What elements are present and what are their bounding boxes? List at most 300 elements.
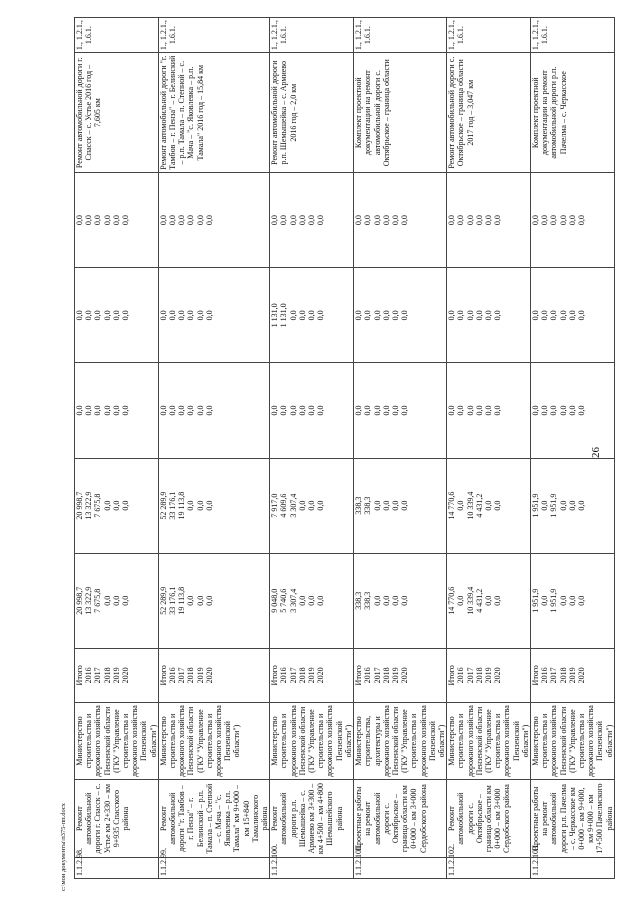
funding-value: 0,0 — [75, 215, 84, 226]
funding-value: 0,0 — [195, 595, 205, 606]
funding-c3 — [75, 363, 159, 458]
funding-value: 0,0 — [456, 215, 466, 226]
row-number — [447, 844, 531, 878]
funding-value: 0,0 — [204, 595, 214, 606]
funding-value: 0,0 — [390, 405, 400, 416]
funding-value: 0,0 — [558, 405, 568, 416]
funding-value: 0,0 — [84, 215, 94, 226]
funding-value: 0,0 — [111, 215, 121, 226]
funding-value: 0,0 — [567, 595, 577, 606]
funding-value: 0,0 — [102, 595, 112, 606]
funding-value: 0,0 — [483, 595, 493, 606]
indicator-link — [75, 18, 159, 53]
funding-value: 0,0 — [195, 215, 205, 226]
funding-value: 0,0 — [381, 310, 391, 321]
funding-value: 0,0 — [186, 595, 196, 606]
funding-value: 0,0 — [530, 405, 540, 416]
activity-name-text: Ремонт автомобильной дороги г. Спасск – с. Устье км 2+330 – км 9+935 Спасского района — [75, 783, 131, 854]
funding-value: 0,0 — [102, 215, 112, 226]
funding-value: 0,0 — [316, 310, 326, 321]
funding-value: 2020 — [121, 667, 131, 684]
expected-result — [270, 53, 354, 173]
executor-text: Министерство строительства и дорожного хозяйства Пензенской области (ГКУ "Управление строительства и дорожного хозяйства Пензенской области") — [530, 705, 614, 778]
funding-value: 0,0 — [177, 310, 187, 321]
funding-value: 0,0 — [158, 215, 168, 226]
row-number-text: 1.1.2.100. — [270, 844, 280, 876]
funding-value: 4 609,6 — [279, 493, 289, 518]
executor — [354, 702, 447, 780]
activity-name — [447, 780, 531, 858]
funding-value: 0,0 — [576, 215, 586, 226]
funding-value: 0,0 — [204, 310, 214, 321]
table-row — [270, 18, 354, 879]
expected-result — [75, 53, 159, 173]
funding-value: 0,0 — [567, 310, 577, 321]
funding-value: 0,0 — [307, 310, 317, 321]
funding-value: 0,0 — [297, 595, 307, 606]
funding-value: 0,0 — [307, 500, 317, 511]
funding-value: 0,0 — [270, 215, 280, 226]
funding-value: 19 113,8 — [177, 586, 187, 615]
funding-value: 0,0 — [576, 405, 586, 416]
funding-value: 0,0 — [102, 500, 112, 511]
funding-value: 0,0 — [576, 595, 586, 606]
executor-text: Министерство строительства, архитектуры и дорожного хозяйства Пензенской области (ГКУ "Управление строительства и дорожного хозяйства Пензенской области") — [354, 705, 446, 778]
funding-value: 0,0 — [354, 310, 364, 321]
funding-value: 0,0 — [540, 310, 550, 321]
funding-value: 0,0 — [204, 215, 214, 226]
activity-name-text: Ремонт автомобильной дороги "г. Тамбов – г. Пенза" – г. Белинский – р.п. Тамала – п. Степной – с. Мача – "с. Яковлевка – р.п. Тамала" км 9+000 – км 15+840 Тамалинского района — [158, 783, 270, 854]
funding-value: 0,0 — [456, 310, 466, 321]
funding-value: 2017 — [93, 667, 103, 684]
funding-c4 — [354, 268, 447, 363]
indicator-link-text: 1., 1.2.1., 1.6.1. — [270, 20, 289, 51]
funding-value: 0,0 — [540, 595, 550, 606]
funding-value: 14 770,6 — [447, 586, 457, 615]
funding-value: 0,0 — [390, 215, 400, 226]
funding-value: 0,0 — [195, 310, 205, 321]
funding-value: 2018 — [558, 667, 568, 684]
activity-name — [354, 780, 447, 858]
expected-result-text: Ремонт автомобильной дороги с. Октябрьское – граница области 2017 год – 3,047 км — [447, 56, 475, 169]
funding-c2 — [270, 458, 354, 553]
funding-total — [354, 553, 447, 648]
funding-c5 — [354, 173, 447, 268]
funding-value: 0,0 — [474, 215, 484, 226]
funding-value: 0,0 — [270, 405, 280, 416]
funding-value: 0,0 — [390, 500, 400, 511]
funding-value: 0,0 — [540, 500, 550, 511]
funding-value: 0,0 — [558, 500, 568, 511]
expected-result — [447, 53, 531, 173]
row-number-text: 1.1.2.98. — [75, 848, 84, 876]
funding-value: 0,0 — [558, 215, 568, 226]
expected-result-text: Ремонт автомобильной дороги р.п. Шемышейка – с. Армиево 2016 год – 2,0 км — [270, 60, 298, 165]
funding-value: 0,0 — [372, 215, 382, 226]
funding-value: 2019 — [195, 667, 205, 684]
funding-c4 — [270, 268, 354, 363]
row-number-text: 1.1.2.103. — [530, 844, 540, 876]
expected-result — [354, 53, 447, 173]
funding-value: 0,0 — [493, 215, 503, 226]
funding-value: 0,0 — [75, 405, 84, 416]
funding-value: 0,0 — [288, 310, 298, 321]
funding-value: 2016 — [363, 667, 373, 684]
indicator-link-text: 1., 1.2.1., 1.6.1. — [158, 20, 178, 51]
funding-value: 0,0 — [400, 215, 410, 226]
funding-value: 0,0 — [549, 405, 559, 416]
funding-value: 0,0 — [549, 215, 559, 226]
funding-value: 2017 — [549, 667, 559, 684]
funding-c3 — [158, 363, 269, 458]
activity-name-text: Проектные работы на ремонт автомобильной дороги с. Октябрьское – граница области км 0+000 – км 3+000 Сердобского района — [354, 784, 428, 853]
funding-value: 0,0 — [465, 405, 475, 416]
funding-value: 20 998,7 — [75, 491, 84, 520]
executor — [75, 702, 159, 780]
activity-name-text: Ремонт автомобильной дороги р.п. Шемышейка – с. Армиево км 3+300 – км 4+500 – км 4+800 Шемышейского района — [270, 783, 344, 855]
funding-value: 0,0 — [530, 310, 540, 321]
funding-value: 2016 — [456, 667, 466, 684]
funding-value: 0,0 — [279, 215, 289, 226]
funding-value: 0,0 — [456, 500, 466, 511]
funding-c5 — [270, 173, 354, 268]
funding-value: 0,0 — [177, 405, 187, 416]
row-number — [158, 848, 269, 878]
funding-value: 0,0 — [483, 215, 493, 226]
funding-value: Итого — [270, 665, 280, 686]
funding-value: 3 307,4 — [288, 493, 298, 518]
activity-name-text: Ремонт автомобильной дороги с. Октябрьское – граница области км 0+000 – км 3+000 Сердобского района — [447, 784, 512, 853]
funding-total — [447, 553, 531, 648]
funding-value: 33 176,1 — [168, 586, 178, 615]
funding-value: 0,0 — [576, 310, 586, 321]
funding-value: 0,0 — [576, 500, 586, 511]
funding-value: 0,0 — [558, 310, 568, 321]
funding-value: 0,0 — [447, 310, 457, 321]
funding-value: 0,0 — [297, 310, 307, 321]
funding-value: 2018 — [102, 667, 112, 684]
funding-value: 0,0 — [84, 405, 94, 416]
funding-value: 1 951,9 — [530, 588, 540, 613]
funding-value: Итого — [158, 665, 168, 686]
funding-value: 4 431,2 — [474, 588, 484, 613]
funding-value: 1 951,9 — [549, 588, 559, 613]
funding-value: 0,0 — [540, 405, 550, 416]
funding-value: 0,0 — [483, 310, 493, 321]
executor — [270, 702, 354, 780]
funding-value: 1 951,9 — [549, 493, 559, 518]
funding-value: 0,0 — [381, 405, 391, 416]
funding-value: 13 322,9 — [84, 586, 94, 615]
funding-value: 0,0 — [93, 405, 103, 416]
funding-value: 2020 — [400, 667, 410, 684]
indicator-link — [447, 18, 531, 53]
funding-value: 20 998,7 — [75, 586, 84, 615]
funding-c4 — [158, 268, 269, 363]
indicator-link-text: 1., 1.2.1., 1.6.1. — [530, 20, 550, 51]
funding-value: 0,0 — [354, 405, 364, 416]
expected-result-text: Комплект проектной документации на ремонт автомобильной дороги с. Октябрьское – граница области — [354, 59, 391, 167]
table-row — [354, 18, 447, 879]
funding-value: 0,0 — [168, 405, 178, 416]
funding-c5 — [158, 173, 269, 268]
file-path-footer: c:\мои документы\п375-пп.docx — [60, 803, 67, 891]
executor-text: Министерство строительства и дорожного хозяйства Пензенской области (ГКУ "Управление строительства и дорожного хозяйства Пензенской области") — [270, 705, 353, 778]
funding-value: 0,0 — [93, 310, 103, 321]
row-number — [270, 844, 354, 878]
funding-value: 0,0 — [316, 595, 326, 606]
funding-value: 5 740,6 — [279, 588, 289, 613]
funding-value: 0,0 — [316, 500, 326, 511]
funding-value: 0,0 — [158, 405, 168, 416]
table-row — [75, 18, 159, 879]
funding-c2 — [354, 458, 447, 553]
funding-c3 — [270, 363, 354, 458]
funding-value: 0,0 — [483, 405, 493, 416]
funding-value: 0,0 — [400, 595, 410, 606]
funding-value: 2019 — [483, 667, 493, 684]
funding-value: 0,0 — [447, 215, 457, 226]
expected-result — [158, 53, 269, 173]
funding-value: 0,0 — [354, 215, 364, 226]
funding-value: 0,0 — [121, 405, 131, 416]
funding-value: 0,0 — [567, 215, 577, 226]
funding-c2 — [75, 458, 159, 553]
funding-value: 3 307,4 — [288, 588, 298, 613]
funding-value: 2019 — [307, 667, 317, 684]
activity-name — [270, 780, 354, 858]
expected-result-text: Ремонт автомобильной дороги "г. Тамбов – г. Пенза" – г. Белинский – р.п. Тамала – п. Степной – с. Мача – "с. Яковлевка – р.п. Тамала" 2016 год – 15,84 км — [158, 55, 205, 170]
funding-value: 0,0 — [111, 595, 121, 606]
indicator-link — [354, 18, 447, 53]
indicator-link-text: 1., 1.2.1., 1.6.1. — [354, 20, 373, 51]
activity-name — [158, 780, 269, 858]
executor-text: Министерство строительства и дорожного хозяйства Пензенской области (ГКУ "Управление строительства и дорожного хозяйства Пензенской области") — [75, 705, 158, 778]
funding-value: 2020 — [204, 667, 214, 684]
funding-value: 0,0 — [288, 215, 298, 226]
funding-total — [75, 553, 159, 648]
funding-value: 2020 — [493, 667, 503, 684]
funding-value: 0,0 — [168, 310, 178, 321]
funding-value: 0,0 — [465, 215, 475, 226]
funding-value: 7 917,0 — [270, 493, 280, 518]
funding-value: 7 675,8 — [93, 588, 103, 613]
funding-value: 0,0 — [279, 405, 289, 416]
funding-c4 — [75, 268, 159, 363]
funding-value: 0,0 — [558, 595, 568, 606]
funding-value: 338,3 — [363, 591, 373, 610]
funding-value: 2017 — [465, 667, 475, 684]
funding-value: 338,3 — [354, 591, 364, 610]
executor — [447, 702, 531, 780]
funding-value: 4 431,2 — [474, 493, 484, 518]
funding-value: 0,0 — [297, 215, 307, 226]
funding-value: 0,0 — [474, 405, 484, 416]
funding-value: 0,0 — [381, 500, 391, 511]
row-number — [354, 844, 447, 878]
funding-value: 1 131,0 — [270, 303, 280, 328]
row-number-text: 1.1.2.102. — [447, 844, 457, 876]
funding-value: 52 289,9 — [158, 586, 168, 615]
funding-value: Итого — [447, 665, 457, 686]
funding-c3 — [447, 363, 531, 458]
funding-value: 2019 — [111, 667, 121, 684]
funding-value: 0,0 — [93, 215, 103, 226]
funding-value: 0,0 — [372, 500, 382, 511]
funding-value: 10 339,4 — [465, 491, 475, 520]
table-row — [158, 18, 269, 879]
funding-value: 52 289,9 — [158, 491, 168, 520]
funding-value: 0,0 — [567, 500, 577, 511]
indicator-link-text: 1., 1.2.1., 1.6.1. — [75, 20, 94, 51]
funding-value: 0,0 — [363, 405, 373, 416]
funding-value: 0,0 — [493, 310, 503, 321]
funding-value: 2020 — [576, 667, 586, 684]
executor-text: Министерство строительства и дорожного хозяйства Пензенской области (ГКУ "Управление строительства и дорожного хозяйства Пензенской области") — [158, 705, 242, 778]
funding-years — [270, 648, 354, 702]
funding-value: 0,0 — [204, 500, 214, 511]
expected-result-text: Комплект проектной документации на ремонт автомобильной дороги р.п. Пачелма – с. Черкасское — [530, 66, 568, 159]
row-number-text: 1.1.2.99. — [158, 848, 168, 876]
funding-value: 0,0 — [84, 310, 94, 321]
funding-value: 0,0 — [102, 405, 112, 416]
funding-value: 0,0 — [381, 595, 391, 606]
funding-value: 0,0 — [307, 595, 317, 606]
funding-value: 0,0 — [456, 405, 466, 416]
funding-value: 0,0 — [204, 405, 214, 416]
funding-value: 0,0 — [195, 500, 205, 511]
funding-value: 0,0 — [390, 595, 400, 606]
funding-value: 1 131,0 — [279, 303, 289, 328]
funding-value: 0,0 — [493, 405, 503, 416]
funding-value: 0,0 — [363, 310, 373, 321]
funding-value: 13 322,9 — [84, 491, 94, 520]
funding-value: 0,0 — [400, 310, 410, 321]
funding-value: 0,0 — [195, 405, 205, 416]
funding-value: 0,0 — [483, 500, 493, 511]
funding-value: 0,0 — [316, 215, 326, 226]
funding-value: 0,0 — [381, 215, 391, 226]
funding-value: 1 951,9 — [530, 493, 540, 518]
indicator-link — [158, 18, 269, 53]
funding-value: 2017 — [372, 667, 382, 684]
funding-c4 — [447, 268, 531, 363]
program-activities-table — [74, 17, 615, 879]
funding-value: 0,0 — [390, 310, 400, 321]
funding-value: 338,3 — [354, 496, 364, 515]
funding-value: 2016 — [84, 667, 94, 684]
row-number-text: 1.1.2.101. — [354, 844, 364, 876]
funding-value: 0,0 — [186, 500, 196, 511]
funding-value: 0,0 — [75, 310, 84, 321]
funding-value: 0,0 — [121, 595, 131, 606]
funding-value: 0,0 — [456, 595, 466, 606]
funding-value: 0,0 — [400, 500, 410, 511]
funding-value: 0,0 — [121, 215, 131, 226]
funding-c2 — [158, 458, 269, 553]
funding-value: 0,0 — [316, 405, 326, 416]
funding-value: 0,0 — [567, 405, 577, 416]
table-body — [75, 18, 615, 879]
funding-value: 9 048,0 — [270, 588, 280, 613]
funding-value: 2016 — [168, 667, 178, 684]
funding-value: 0,0 — [121, 310, 131, 321]
funding-value: 19 113,8 — [177, 491, 187, 520]
funding-value: 0,0 — [372, 310, 382, 321]
funding-value: 0,0 — [111, 405, 121, 416]
funding-c5 — [75, 173, 159, 268]
funding-value: 14 770,6 — [447, 491, 457, 520]
funding-value: 2017 — [288, 667, 298, 684]
activity-name — [75, 780, 159, 858]
funding-years — [447, 648, 531, 702]
funding-value: 0,0 — [372, 405, 382, 416]
funding-years — [354, 648, 447, 702]
page-number: 26 — [590, 447, 602, 458]
funding-value: Итого — [354, 665, 364, 686]
funding-value: 0,0 — [158, 310, 168, 321]
funding-value: 2017 — [177, 667, 187, 684]
funding-years — [75, 648, 159, 702]
funding-value: 0,0 — [447, 405, 457, 416]
executor-text: Министерство строительства и дорожного хозяйства Пензенской области (ГКУ "Управление строительства и дорожного хозяйства Пензенской области") — [447, 705, 530, 778]
funding-value: 2016 — [540, 667, 550, 684]
funding-value: 2018 — [186, 667, 196, 684]
funding-value: 0,0 — [372, 595, 382, 606]
activity-name-text: Проектные работы на ремонт автомобильной дороги р.п. Пачелма – с. Черкасское км 0+000 – км 9+000, км 9+000 – км 17+500 Пачелмского района — [530, 783, 614, 854]
table-row — [447, 18, 531, 879]
funding-value: 0,0 — [111, 310, 121, 321]
funding-value: 0,0 — [540, 215, 550, 226]
funding-value: 2020 — [316, 667, 326, 684]
funding-c2 — [447, 458, 531, 553]
funding-value: 338,3 — [363, 496, 373, 515]
funding-value: 0,0 — [177, 215, 187, 226]
funding-value: Итого — [75, 665, 84, 686]
funding-value: 2019 — [390, 667, 400, 684]
executor — [158, 702, 269, 780]
funding-value: 0,0 — [168, 215, 178, 226]
funding-value: 0,0 — [400, 405, 410, 416]
funding-value: 2019 — [567, 667, 577, 684]
funding-value: 2016 — [279, 667, 289, 684]
funding-value: 10 339,4 — [465, 586, 475, 615]
funding-value: 0,0 — [549, 310, 559, 321]
funding-value: 0,0 — [307, 215, 317, 226]
funding-value: 2018 — [474, 667, 484, 684]
funding-total — [158, 553, 269, 648]
funding-value: 0,0 — [474, 310, 484, 321]
funding-years — [158, 648, 269, 702]
funding-value: 0,0 — [465, 310, 475, 321]
funding-value: 7 675,8 — [93, 493, 103, 518]
funding-value: 0,0 — [111, 500, 121, 511]
funding-value: 0,0 — [530, 215, 540, 226]
funding-value: 0,0 — [297, 405, 307, 416]
funding-value: 0,0 — [121, 500, 131, 511]
row-number — [75, 848, 159, 878]
funding-value: 0,0 — [186, 310, 196, 321]
indicator-link-text: 1., 1.2.1., 1.6.1. — [447, 20, 466, 51]
funding-value: Итого — [530, 665, 540, 686]
funding-value: 0,0 — [186, 405, 196, 416]
funding-value: 2018 — [381, 667, 391, 684]
funding-value: 33 176,1 — [168, 491, 178, 520]
expected-result-text: Ремонт автомобильной дороги г. Спасск – с. Устье 2016 год – 7,605 км — [75, 57, 103, 169]
funding-value: 0,0 — [493, 500, 503, 511]
funding-value: 0,0 — [186, 215, 196, 226]
funding-c5 — [447, 173, 531, 268]
